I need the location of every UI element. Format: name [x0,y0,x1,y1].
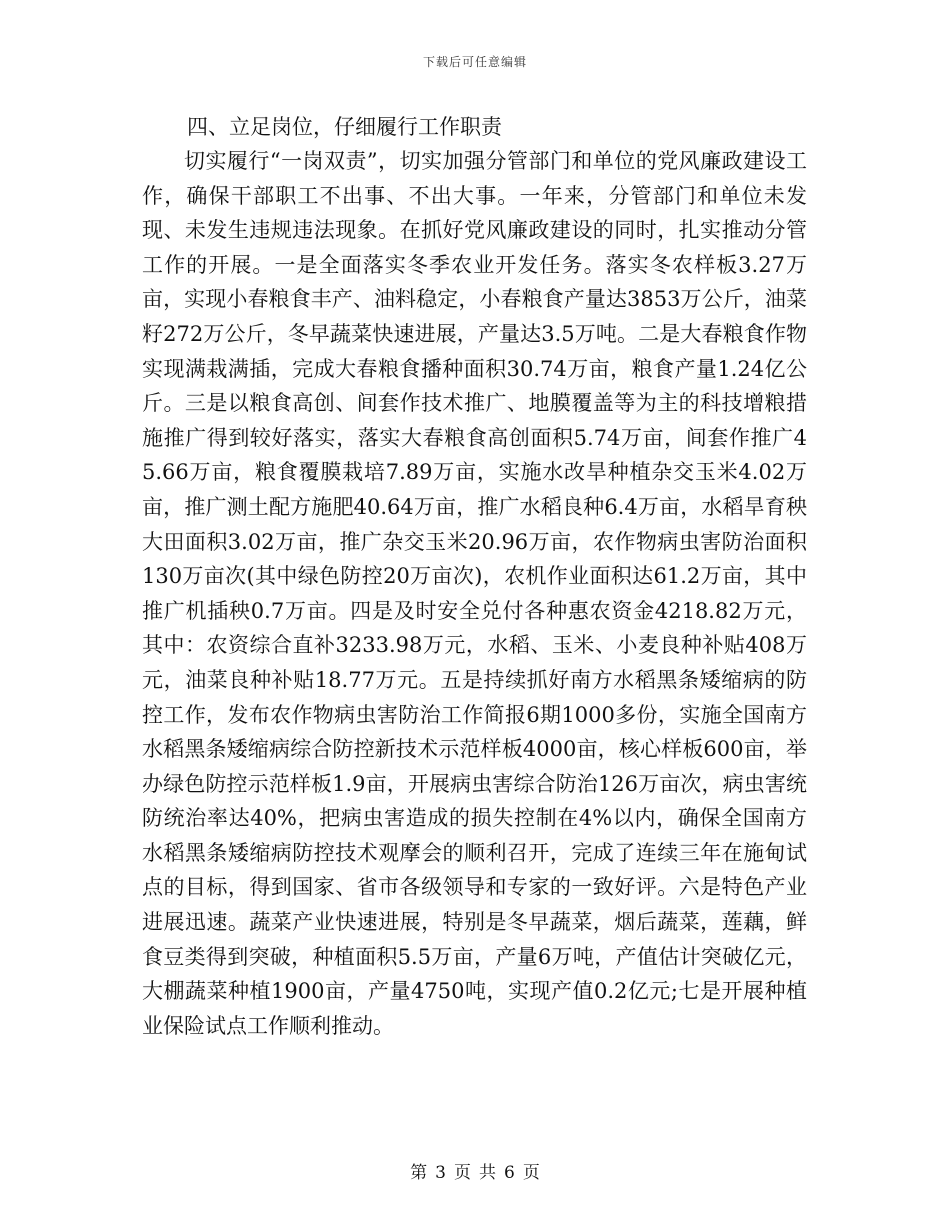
page-footer [0,1158,950,1183]
total-page-count: 6 [504,1163,515,1183]
current-page-number: 3 [435,1163,446,1183]
footer-total-word: 共 [479,1163,496,1183]
header-note: 下载后可任意编辑 [422,55,527,69]
body-paragraph: 切实履行“一岗双责”，切实加强分管部门和单位的党风廉政建设工作，确保干部职工不出事、不出大事。一年来，分管部门和单位未发现、未发生违规违法现象。在抓好党风廉政建设的同时，扎实推动分管工作的开展。一是全面落实冬季农业开发任务。落实冬农样板3.27万亩，实现小春粮食丰产、油料稳定，小春粮食产量达3853万公斤，油菜籽272万公斤，冬早蔬菜快速进展，产量达3.5万吨。二是大春粮食作物实现满栽满插，完成大春粮食播种面积30.74万亩，粮食产量1.24亿公斤。三是以粮食高创、间套作技术推广、地膜覆盖等为主的科技增粮措施推广得到较好落实，落实大春粮食高创面积5.74万亩，间套作推广45.66万亩，粮食覆膜栽培7.89万亩，实施水改旱种植杂交玉米4.02万亩，推广测土配方施肥40.64万亩，推广水稻良种6.4万亩，水稻旱育秧大田面积3.02万亩，推广杂交玉米20.96万亩，农作物病虫害防治面积130万亩次(其中绿色防控20万亩次)，农机作业面积达61.2万亩，其中推广机插秧0.7万亩。四是及时安全兑付各种惠农资金4218.82万元，其中：农资综合直补3233.98万元，水稻、玉米、小麦良种补贴408万元，油菜良种补贴18.77万元。五是持续抓好南方水稻黑条矮缩病的防控工作，发布农作物病虫害防治工作简报6期1000多份，实施全国南方水稻黑条矮缩病综合防控新技术示范样板4000亩，核心样板600亩，举办绿色防控示范样板1.9亩，开展病虫害综合防治126万亩次，病虫害统防统治率达40%，把病虫害造成的损失控制在4%以内，确保全国南方水稻黑条矮缩病防控技术观摩会的顺利召开，完成了连续三年在施甸试点的目标，得到国家、省市各级领导和专家的一致好评。六是特色产业进展迅速。蔬菜产业快速进展，特别是冬早蔬菜，烟后蔬菜，莲藕，鲜食豆类得到突破，种植面积5.5万亩，产量6万吨，产值估计突破亿元，大棚蔬菜种植1900亩，产量4750吨，实现产值0.2亿元;七是开展种植业保险试点工作顺利推动。 [142,149,807,1038]
document-body [142,110,807,1043]
footer-page-word: 页 [454,1163,471,1183]
footer-suffix: 页 [522,1163,540,1183]
section-heading: 四、立足岗位，仔细履行工作职责 [187,115,502,139]
footer-prefix: 第 [410,1163,428,1183]
